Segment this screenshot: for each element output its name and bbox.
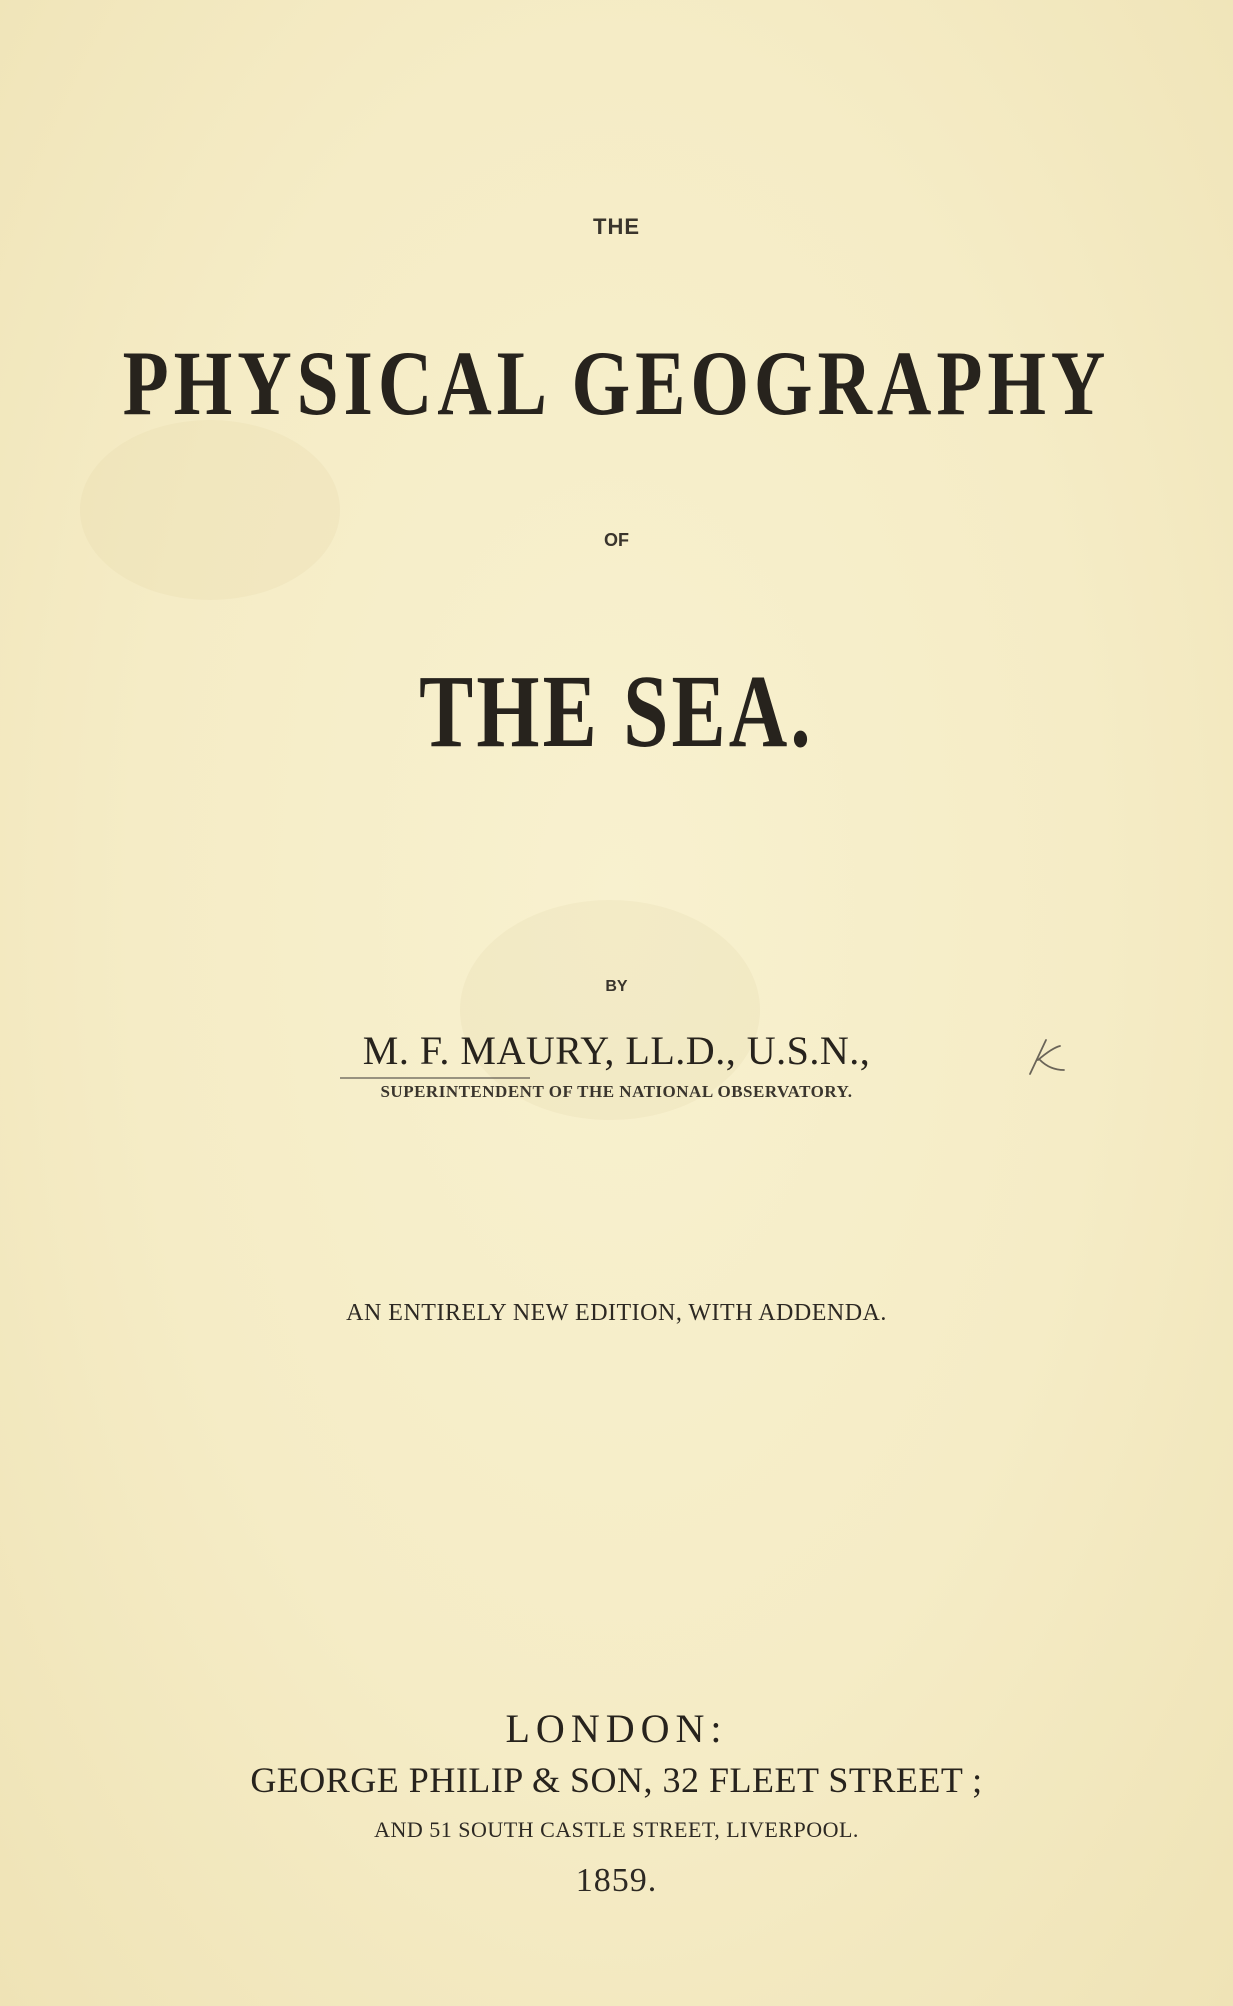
author-role-text: SUPERINTENDENT OF THE NATIONAL OBSERVATORY. [380,1082,853,1101]
author-name: M. F. MAURY, LL.D., U.S.N., [362,1028,871,1073]
main-title: PHYSICAL GEOGRAPHY [122,332,1111,434]
decorative-rule [340,1077,530,1079]
imprint-year: 1859. [575,1862,658,1899]
subject-title: THE SEA. [419,654,814,769]
title-article: THE [593,214,640,239]
author-role [0,1082,1233,1102]
imprint-city: LONDON: [505,1706,728,1751]
title-preposition: OF [604,530,629,550]
edition-statement: AN ENTIRELY NEW EDITION, WITH ADDENDA. [346,1300,887,1326]
by-line: BY [605,978,628,995]
paper-stain [80,420,340,600]
imprint-publisher: GEORGE PHILIP & SON, 32 FLEET STREET ; [250,1760,983,1800]
imprint-address: AND 51 SOUTH CASTLE STREET, LIVERPOOL. [374,1817,859,1842]
handwritten-mark-icon [1020,1030,1070,1080]
